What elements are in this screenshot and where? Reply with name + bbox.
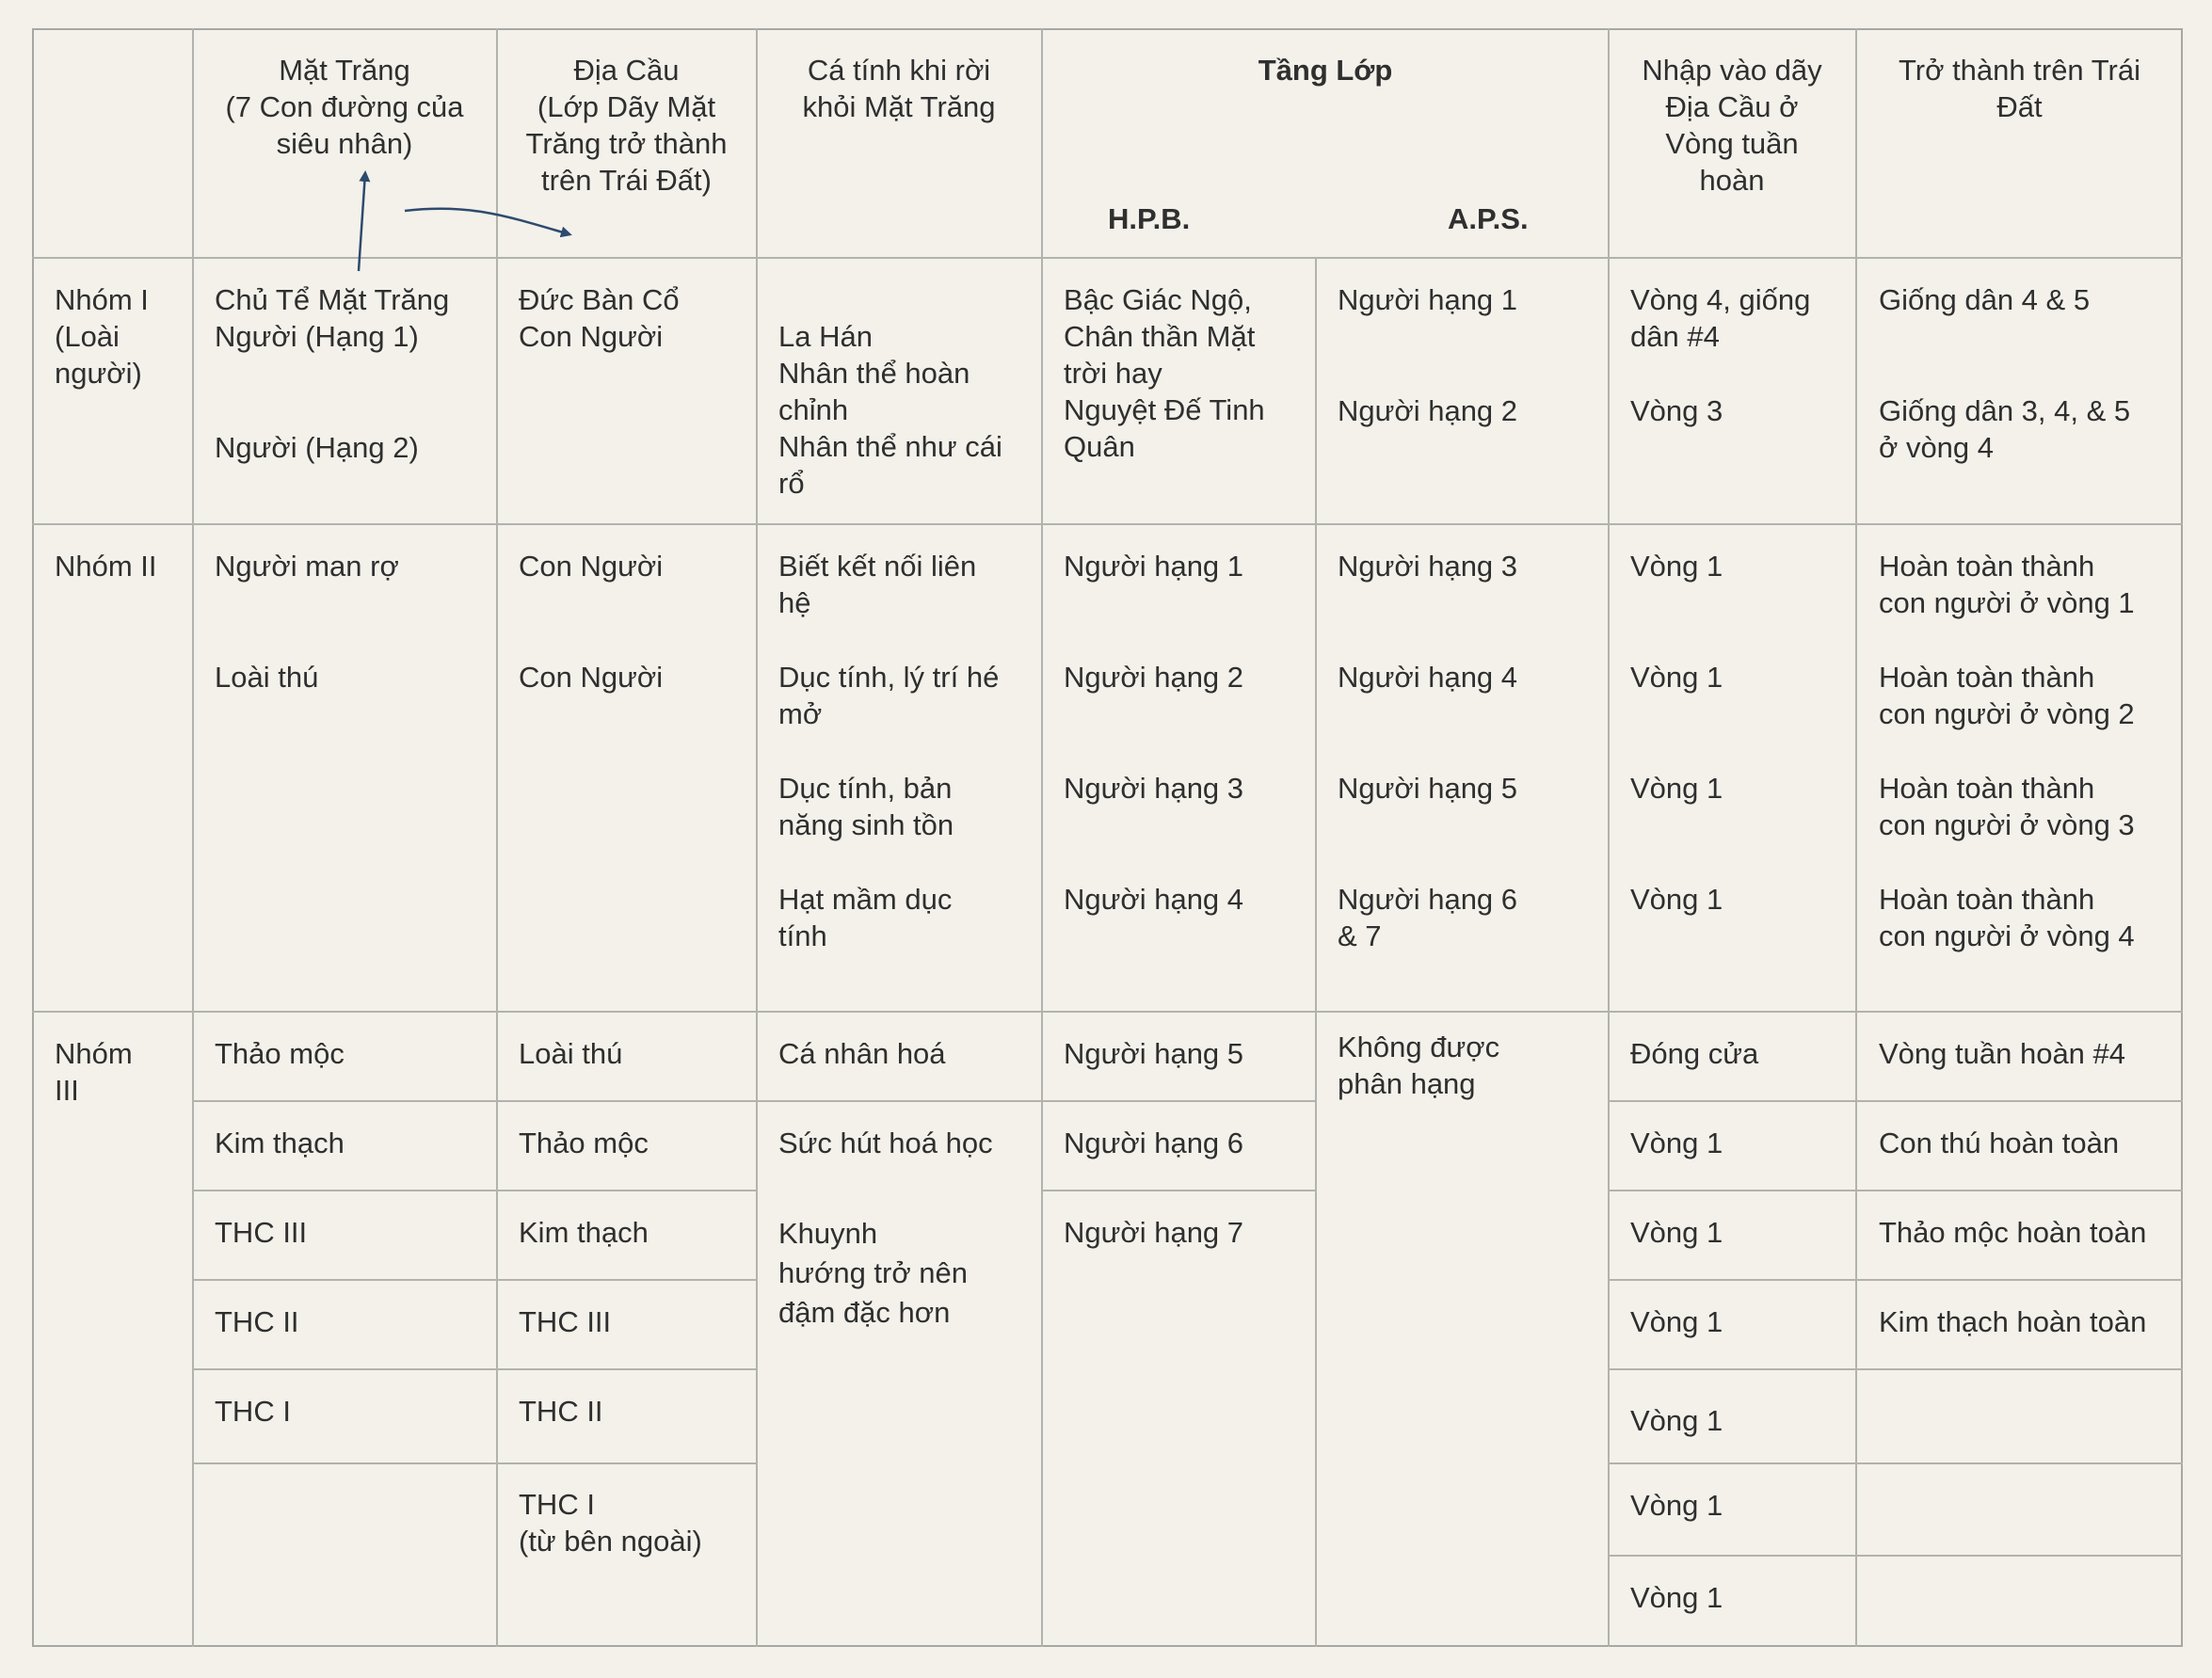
group1-hpb: Bậc Giác Ngộ, Chân thần Mặt trời hay Nguyệt Đế Tinh Quân [1064, 283, 1265, 463]
group1-moon-2: Người (Hạng 2) [215, 431, 419, 464]
header-character: Cá tính khi rời khỏi Mặt Trăng [802, 54, 996, 123]
group1-label: Nhóm I (Loài người) [55, 283, 149, 390]
group2-aps-2: Người hạng 4 [1338, 661, 1518, 694]
header-earth: Địa Cầu (Lớp Dãy Mặt Trăng trở thành trên Trái Đất) [525, 54, 728, 197]
group3-moon-5: THC I [215, 1395, 291, 1428]
group2-enter-2: Vòng 1 [1630, 661, 1723, 694]
header-class: Tầng Lớp [1258, 54, 1393, 87]
group2-earth-1: Con Người [519, 550, 664, 583]
group3-earth-3: Kim thạch [519, 1216, 649, 1249]
group1-aps-1: Người hạng 1 [1338, 283, 1518, 316]
group2-become-1: Hoàn toàn thành con người ở vòng 1 [1879, 550, 2135, 619]
group3-enter-3: Vòng 1 [1630, 1216, 1723, 1249]
group1-enter-2: Vòng 3 [1630, 394, 1723, 427]
group1-enter-1: Vòng 4, giống dân #4 [1630, 283, 1811, 353]
group3-enter-5: Vòng 1 [1630, 1404, 1723, 1437]
group2-aps-1: Người hạng 3 [1338, 550, 1518, 583]
group3-moon-2: Kim thạch [215, 1127, 345, 1159]
group2-earth-2: Con Người [519, 661, 664, 694]
group3-earth-6: THC I (từ bên ngoài) [519, 1488, 702, 1558]
header-enter: Nhập vào dãy Địa Cầu ở Vòng tuần hoàn [1642, 54, 1822, 197]
group2-character-3: Dục tính, bản năng sinh tồn [778, 772, 954, 841]
group3-hpb-1: Người hạng 5 [1064, 1037, 1244, 1070]
group3-hpb-3: Người hạng 7 [1064, 1216, 1244, 1249]
group3-character-1: Cá nhân hoá [778, 1037, 946, 1070]
group3-enter-1: Đóng cửa [1630, 1037, 1759, 1070]
group1-become-1: Giống dân 4 & 5 [1879, 283, 2091, 316]
header-moon: Mặt Trăng (7 Con đường của siêu nhân) [225, 54, 464, 160]
group2-aps-3: Người hạng 5 [1338, 772, 1518, 805]
group2-hpb-2: Người hạng 2 [1064, 661, 1244, 694]
group3-become-4: Kim thạch hoàn toàn [1879, 1305, 2147, 1338]
group2-enter-3: Vòng 1 [1630, 772, 1723, 805]
group3-become-1: Vòng tuần hoàn #4 [1879, 1037, 2126, 1070]
group2-enter-1: Vòng 1 [1630, 550, 1723, 583]
group2-become-2: Hoàn toàn thành con người ở vòng 2 [1879, 661, 2135, 730]
group3-enter-4: Vòng 1 [1630, 1305, 1723, 1338]
group3-enter-6: Vòng 1 [1630, 1489, 1723, 1522]
group2-character-4: Hạt mầm dục tính [778, 883, 953, 952]
group3-moon-1: Thảo mộc [215, 1037, 345, 1070]
group2-enter-4: Vòng 1 [1630, 883, 1723, 916]
group2-moon-1: Người man rợ [215, 550, 399, 583]
group2-label: Nhóm II [55, 550, 157, 583]
arrow-right [405, 209, 569, 234]
header-aps: A.P.S. [1448, 202, 1529, 235]
group3-enter-7: Vòng 1 [1630, 1581, 1723, 1614]
group3-aps: Không được phân hạng [1338, 1031, 1500, 1100]
group3-moon-4: THC II [215, 1305, 299, 1338]
header-become: Trở thành trên Trái Đất [1899, 54, 2140, 123]
group3-earth-4: THC III [519, 1305, 612, 1338]
group3-become-2: Con thú hoàn toàn [1879, 1127, 2120, 1159]
group2-hpb-1: Người hạng 1 [1064, 550, 1244, 583]
group3-become-3: Thảo mộc hoàn toàn [1879, 1216, 2147, 1249]
group1-aps-2: Người hạng 2 [1338, 394, 1518, 427]
group1-become-2: Giống dân 3, 4, & 5 ở vòng 4 [1879, 394, 2131, 464]
group3-enter-2: Vòng 1 [1630, 1127, 1723, 1159]
group3-moon-3: THC III [215, 1216, 308, 1249]
group3-earth-5: THC II [519, 1395, 603, 1428]
group2-moon-2: Loài thú [215, 661, 319, 694]
group1-moon-1: Chủ Tể Mặt Trăng Người (Hạng 1) [215, 283, 450, 353]
group2-character-1: Biết kết nối liên hệ [778, 550, 977, 619]
group1-earth: Đức Bàn Cổ Con Người [519, 283, 680, 353]
group3-earth-1: Loài thú [519, 1037, 623, 1070]
group3-character-3: Khuynh hướng trở nên đậm đặc hơn [778, 1217, 969, 1329]
group3-hpb-2: Người hạng 6 [1064, 1127, 1244, 1159]
arrow-up [359, 173, 365, 271]
group2-become-4: Hoàn toàn thành con người ở vòng 4 [1879, 883, 2135, 952]
group3-earth-2: Thảo mộc [519, 1127, 649, 1159]
group2-hpb-4: Người hạng 4 [1064, 883, 1244, 916]
group3-character-2: Sức hút hoá học [778, 1127, 993, 1159]
group2-aps-4: Người hạng 6 & 7 [1338, 883, 1518, 952]
group1-character: La Hán Nhân thể hoàn chỉnh Nhân thể như cái rổ [778, 320, 1002, 500]
header-hpb: H.P.B. [1108, 202, 1191, 235]
group2-character-2: Dục tính, lý trí hé mở [778, 661, 1000, 730]
group2-hpb-3: Người hạng 3 [1064, 772, 1244, 805]
group3-label: Nhóm III [55, 1037, 133, 1107]
group2-become-3: Hoàn toàn thành con người ở vòng 3 [1879, 772, 2135, 841]
